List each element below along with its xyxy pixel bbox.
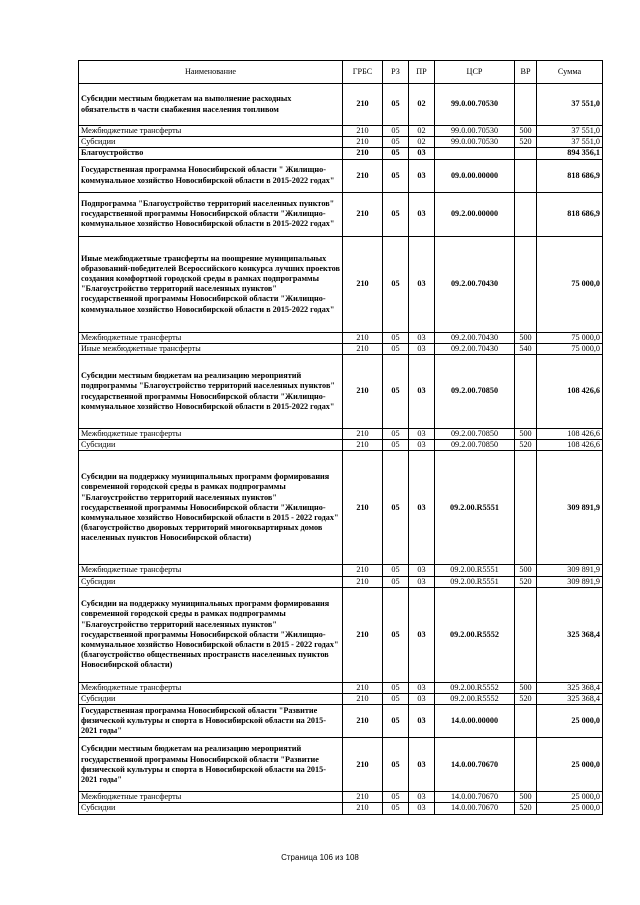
- cell-name: Иные межбюджетные трансферты на поощрение муниципальных образований-победителей Всероссийского конкурса лучших проектов создания комфортной городской среды в рамках подпрограммы "Благоустройство территорий населенных пунктов" государственной программы Новосибирской области "Жилищно-коммунальное хозяйство Новосибирской области в 2015-2022 годах": [79, 236, 343, 332]
- cell-vr: [515, 236, 537, 332]
- cell-grbs: 210: [343, 576, 383, 587]
- cell-sum: 108 426,6: [537, 440, 603, 451]
- cell-vr: 520: [515, 137, 537, 148]
- cell-csr: 09.0.00.00000: [435, 159, 515, 192]
- cell-pr: 03: [409, 159, 435, 192]
- cell-csr: 09.2.00.R5551: [435, 565, 515, 576]
- cell-rz: 05: [383, 236, 409, 332]
- table-row: [79, 565, 603, 576]
- cell-csr: 09.2.00.00000: [435, 192, 515, 236]
- page-number: Страница 106 из 108: [281, 853, 359, 862]
- cell-sum: 25 000,0: [537, 803, 603, 814]
- cell-rz: 05: [383, 694, 409, 705]
- cell-pr: 02: [409, 137, 435, 148]
- cell-vr: [515, 159, 537, 192]
- table-row: [79, 429, 603, 440]
- cell-rz: 05: [383, 355, 409, 429]
- table-row: [79, 148, 603, 159]
- cell-grbs: 210: [343, 587, 383, 682]
- cell-sum: 37 551,0: [537, 84, 603, 126]
- cell-name: Субсидии на поддержку муниципальных программ формирования современной городской среды в рамках подпрограммы "Благоустройство территорий населенных пунктов" государственной программы Новосибирской области "Жилищно-коммунальное хозяйство Новосибирской области в 2015 - 2022 годах" (благоустройство дворовых территорий многоквартирных домов населенных пунктов Новосибирской области): [79, 451, 343, 565]
- cell-sum: 37 551,0: [537, 126, 603, 137]
- cell-rz: 05: [383, 137, 409, 148]
- cell-name: Межбюджетные трансферты: [79, 682, 343, 693]
- cell-csr: 99.0.00.70530: [435, 137, 515, 148]
- cell-sum: 25 000,0: [537, 792, 603, 803]
- cell-name: Субсидии: [79, 137, 343, 148]
- cell-rz: 05: [383, 84, 409, 126]
- table-row: [79, 137, 603, 148]
- header-pr: ПР: [409, 61, 435, 84]
- table-body: [79, 84, 603, 815]
- cell-sum: 108 426,6: [537, 429, 603, 440]
- cell-grbs: 210: [343, 126, 383, 137]
- cell-name: Межбюджетные трансферты: [79, 429, 343, 440]
- cell-csr: 14.0.00.00000: [435, 705, 515, 738]
- cell-pr: 02: [409, 84, 435, 126]
- cell-csr: 14.0.00.70670: [435, 738, 515, 792]
- cell-grbs: 210: [343, 792, 383, 803]
- cell-grbs: 210: [343, 355, 383, 429]
- cell-name: Межбюджетные трансферты: [79, 565, 343, 576]
- table-row: [79, 440, 603, 451]
- cell-pr: 03: [409, 429, 435, 440]
- cell-vr: 520: [515, 440, 537, 451]
- cell-name: Государственная программа Новосибирской области "Развитие физической культуры и спорта в Новосибирской области на 2015-2021 годы": [79, 705, 343, 738]
- cell-name: Субсидии на поддержку муниципальных программ формирования современной городской среды в рамках подпрограммы "Благоустройство территорий населенных пунктов" государственной программы Новосибирской области "Жилищно-коммунальное хозяйство Новосибирской области в 2015 - 2022 годах" (благоустройство общественных пространств населенных пунктов Новосибирской области): [79, 587, 343, 682]
- cell-name: Подпрограмма "Благоустройство территорий населенных пунктов" государственной программы Новосибирской области "Жилищно-коммунальное хозяйство Новосибирской области в 2015-2022 годах": [79, 192, 343, 236]
- cell-name: Субсидии местным бюджетам на реализацию мероприятий подпрограммы "Благоустройство территорий населенных пунктов" государственной программы Новосибирской области "Жилищно-коммунальное хозяйство Новосибирской области в 2015-2022 годах": [79, 355, 343, 429]
- cell-csr: 14.0.00.70670: [435, 792, 515, 803]
- cell-rz: 05: [383, 332, 409, 343]
- cell-name: Субсидии: [79, 803, 343, 814]
- table-row: [79, 236, 603, 332]
- cell-sum: 37 551,0: [537, 137, 603, 148]
- cell-vr: [515, 705, 537, 738]
- cell-grbs: 210: [343, 705, 383, 738]
- cell-sum: 325 368,4: [537, 682, 603, 693]
- cell-sum: 108 426,6: [537, 355, 603, 429]
- cell-sum: 75 000,0: [537, 332, 603, 343]
- cell-pr: 03: [409, 565, 435, 576]
- table-header-row: [79, 61, 603, 84]
- cell-pr: 03: [409, 705, 435, 738]
- cell-pr: 03: [409, 440, 435, 451]
- cell-pr: 03: [409, 451, 435, 565]
- cell-vr: [515, 738, 537, 792]
- table-row: [79, 738, 603, 792]
- cell-pr: 02: [409, 126, 435, 137]
- cell-grbs: 210: [343, 137, 383, 148]
- cell-vr: [515, 451, 537, 565]
- table-row: [79, 694, 603, 705]
- table-row: [79, 792, 603, 803]
- cell-rz: 05: [383, 159, 409, 192]
- cell-grbs: 210: [343, 429, 383, 440]
- cell-rz: 05: [383, 440, 409, 451]
- cell-sum: 818 686,9: [537, 192, 603, 236]
- cell-grbs: 210: [343, 451, 383, 565]
- cell-grbs: 210: [343, 236, 383, 332]
- cell-name: Межбюджетные трансферты: [79, 126, 343, 137]
- cell-sum: 25 000,0: [537, 738, 603, 792]
- table-row: [79, 682, 603, 693]
- cell-grbs: 210: [343, 84, 383, 126]
- cell-pr: 03: [409, 148, 435, 159]
- cell-rz: 05: [383, 705, 409, 738]
- cell-pr: 03: [409, 343, 435, 354]
- cell-sum: 75 000,0: [537, 236, 603, 332]
- table-row: [79, 192, 603, 236]
- cell-rz: 05: [383, 587, 409, 682]
- cell-csr: 09.2.00.R5551: [435, 576, 515, 587]
- cell-grbs: 210: [343, 332, 383, 343]
- cell-csr: 09.2.00.70430: [435, 332, 515, 343]
- cell-name: Иные межбюджетные трансферты: [79, 343, 343, 354]
- table-row: [79, 587, 603, 682]
- cell-grbs: 210: [343, 694, 383, 705]
- cell-grbs: 210: [343, 440, 383, 451]
- table-row: [79, 126, 603, 137]
- cell-csr: 09.2.00.R5552: [435, 694, 515, 705]
- cell-sum: 325 368,4: [537, 587, 603, 682]
- header-csr: ЦСР: [435, 61, 515, 84]
- cell-rz: 05: [383, 343, 409, 354]
- cell-pr: 03: [409, 682, 435, 693]
- table-row: [79, 343, 603, 354]
- cell-grbs: 210: [343, 682, 383, 693]
- cell-name: Субсидии: [79, 576, 343, 587]
- cell-pr: 03: [409, 694, 435, 705]
- cell-pr: 03: [409, 355, 435, 429]
- cell-sum: 309 891,9: [537, 576, 603, 587]
- cell-pr: 03: [409, 803, 435, 814]
- cell-vr: 500: [515, 565, 537, 576]
- cell-grbs: 210: [343, 803, 383, 814]
- cell-rz: 05: [383, 803, 409, 814]
- cell-csr: 09.2.00.R5552: [435, 682, 515, 693]
- cell-rz: 05: [383, 792, 409, 803]
- cell-vr: 500: [515, 429, 537, 440]
- cell-grbs: 210: [343, 565, 383, 576]
- header-rz: РЗ: [383, 61, 409, 84]
- cell-csr: 09.2.00.70430: [435, 236, 515, 332]
- table-row: [79, 332, 603, 343]
- cell-vr: 520: [515, 576, 537, 587]
- cell-name: Благоустройство: [79, 148, 343, 159]
- table-row: [79, 705, 603, 738]
- cell-sum: 25 000,0: [537, 705, 603, 738]
- cell-vr: 500: [515, 682, 537, 693]
- cell-sum: 309 891,9: [537, 451, 603, 565]
- cell-grbs: 210: [343, 159, 383, 192]
- cell-vr: 500: [515, 126, 537, 137]
- cell-vr: [515, 84, 537, 126]
- cell-rz: 05: [383, 429, 409, 440]
- cell-name: Субсидии местным бюджетам на выполнение расходных обязательств в части снабжения населения топливом: [79, 84, 343, 126]
- cell-vr: [515, 192, 537, 236]
- cell-csr: 09.2.00.70430: [435, 343, 515, 354]
- header-grbs: ГРБС: [343, 61, 383, 84]
- cell-sum: 75 000,0: [537, 343, 603, 354]
- header-sum: Сумма: [537, 61, 603, 84]
- table-row: [79, 576, 603, 587]
- cell-vr: 540: [515, 343, 537, 354]
- cell-name: Государственная программа Новосибирской области " Жилищно-коммунальное хозяйство Новосибирской области в 2015-2022 годах": [79, 159, 343, 192]
- cell-csr: 99.0.00.70530: [435, 126, 515, 137]
- cell-rz: 05: [383, 148, 409, 159]
- cell-vr: 520: [515, 694, 537, 705]
- cell-sum: 818 686,9: [537, 159, 603, 192]
- cell-name: Субсидии местным бюджетам на реализацию мероприятий государственной программы Новосибирской области "Развитие физической культуры и спорта в Новосибирской области на 2015-2021 годы": [79, 738, 343, 792]
- cell-csr: 09.2.00.70850: [435, 440, 515, 451]
- cell-name: Межбюджетные трансферты: [79, 792, 343, 803]
- cell-vr: 500: [515, 332, 537, 343]
- cell-sum: 325 368,4: [537, 694, 603, 705]
- cell-sum: 894 356,1: [537, 148, 603, 159]
- header-vr: ВР: [515, 61, 537, 84]
- cell-csr: [435, 148, 515, 159]
- cell-pr: 03: [409, 792, 435, 803]
- cell-name: Межбюджетные трансферты: [79, 332, 343, 343]
- cell-pr: 03: [409, 332, 435, 343]
- cell-csr: 09.2.00.R5552: [435, 587, 515, 682]
- cell-csr: 99.0.00.70530: [435, 84, 515, 126]
- cell-rz: 05: [383, 451, 409, 565]
- cell-grbs: 210: [343, 192, 383, 236]
- cell-pr: 03: [409, 576, 435, 587]
- cell-pr: 03: [409, 587, 435, 682]
- cell-vr: 520: [515, 803, 537, 814]
- cell-vr: 500: [515, 792, 537, 803]
- cell-csr: 09.2.00.R5551: [435, 451, 515, 565]
- cell-vr: [515, 148, 537, 159]
- budget-table: [78, 60, 603, 815]
- cell-csr: 09.2.00.70850: [435, 429, 515, 440]
- cell-csr: 09.2.00.70850: [435, 355, 515, 429]
- table-row: [79, 451, 603, 565]
- cell-pr: 03: [409, 192, 435, 236]
- cell-sum: 309 891,9: [537, 565, 603, 576]
- cell-pr: 03: [409, 738, 435, 792]
- cell-rz: 05: [383, 738, 409, 792]
- table-row: [79, 803, 603, 814]
- cell-name: Субсидии: [79, 694, 343, 705]
- cell-name: Субсидии: [79, 440, 343, 451]
- header-name: Наименование: [79, 61, 343, 84]
- cell-grbs: 210: [343, 343, 383, 354]
- table-row: [79, 84, 603, 126]
- cell-vr: [515, 587, 537, 682]
- cell-csr: 14.0.00.70670: [435, 803, 515, 814]
- cell-rz: 05: [383, 576, 409, 587]
- cell-grbs: 210: [343, 738, 383, 792]
- cell-rz: 05: [383, 192, 409, 236]
- cell-rz: 05: [383, 682, 409, 693]
- cell-grbs: 210: [343, 148, 383, 159]
- cell-vr: [515, 355, 537, 429]
- table-row: [79, 159, 603, 192]
- cell-rz: 05: [383, 565, 409, 576]
- table-row: [79, 355, 603, 429]
- cell-rz: 05: [383, 126, 409, 137]
- cell-pr: 03: [409, 236, 435, 332]
